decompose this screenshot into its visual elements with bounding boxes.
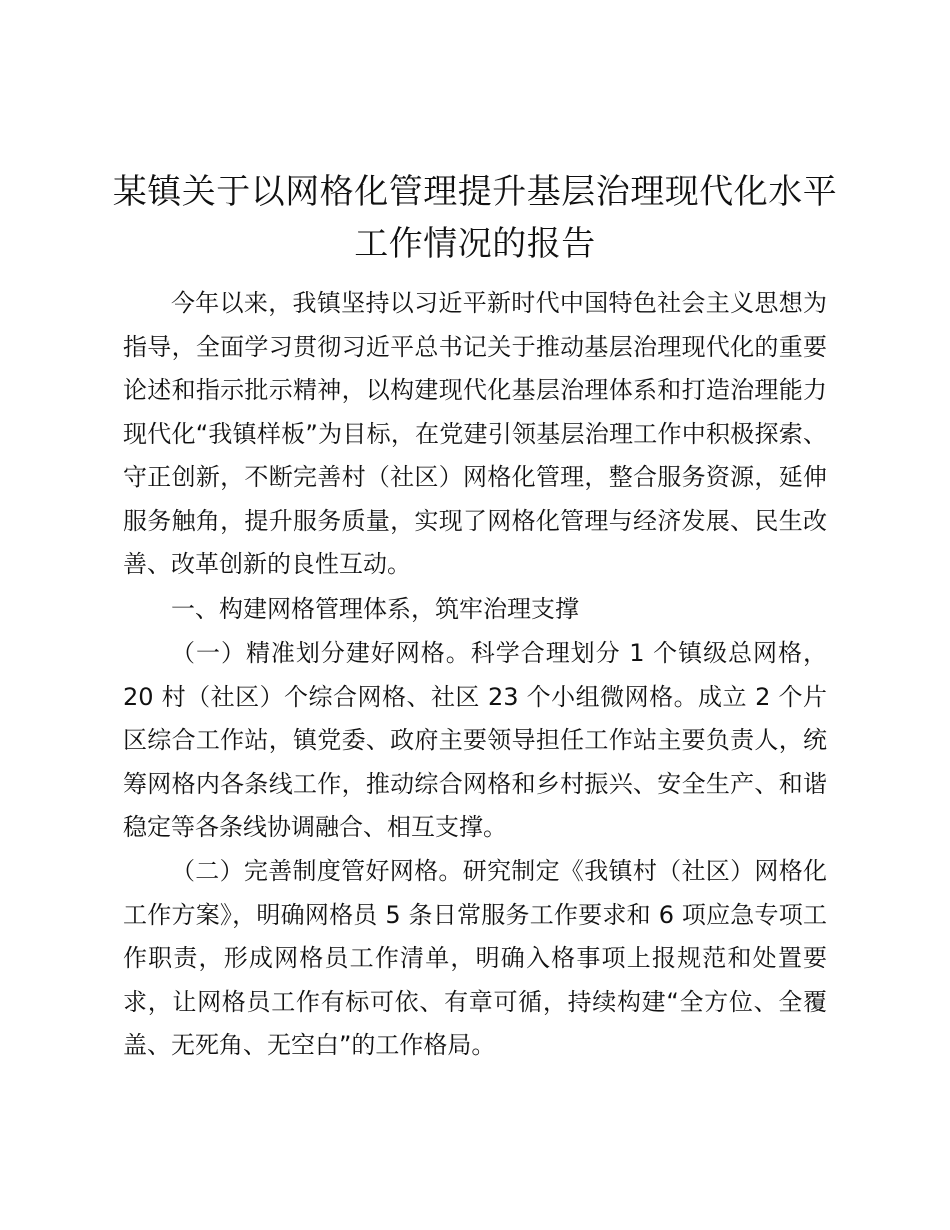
subsection-paragraph-2: （二）完善制度管好网格。研究制定《我镇村（社区）网格化工作方案》，明确网格员 5 条日常服务工作要求和 6 项应急专项工作职责，形成网格员工作清单，明确入格事项上报规范和处置要求，让网格员工作有标可依、有章可循，持续构建“全方位、全覆盖、无死角、无空白”的工作格局。: [123, 857, 827, 1059]
intro-paragraph: 今年以来，我镇坚持以习近平新时代中国特色社会主义思想为指导，全面学习贯彻习近平总书记关于推动基层治理现代化的重要论述和指示批示精神，以构建现代化基层治理体系和打造治理能力现代化“我镇样板”为目标，在党建引领基层治理工作中积极探索、守正创新，不断完善村（社区）网格化管理，整合服务资源，延伸服务触角，提升服务质量，实现了网格化管理与经济发展、民生改善、改革创新的良性互动。: [123, 289, 827, 578]
document-title: 某镇关于以网格化管理提升基层治理现代化水平工作情况的报告: [112, 172, 838, 264]
subsection-paragraph-1: （一）精准划分建好网格。科学合理划分 1 个镇级总网格，20 村（社区）个综合网格、社区 23 个小组微网格。成立 2 个片区综合工作站，镇党委、政府主要领导担任工作站主要负责人，统筹网格内各条线工作，推动综合网格和乡村振兴、安全生产、和谐稳定等各条线协调融合、相互支撑。: [123, 639, 827, 841]
section-heading: 一、构建网格管理体系，筑牢治理支撑: [171, 595, 579, 623]
